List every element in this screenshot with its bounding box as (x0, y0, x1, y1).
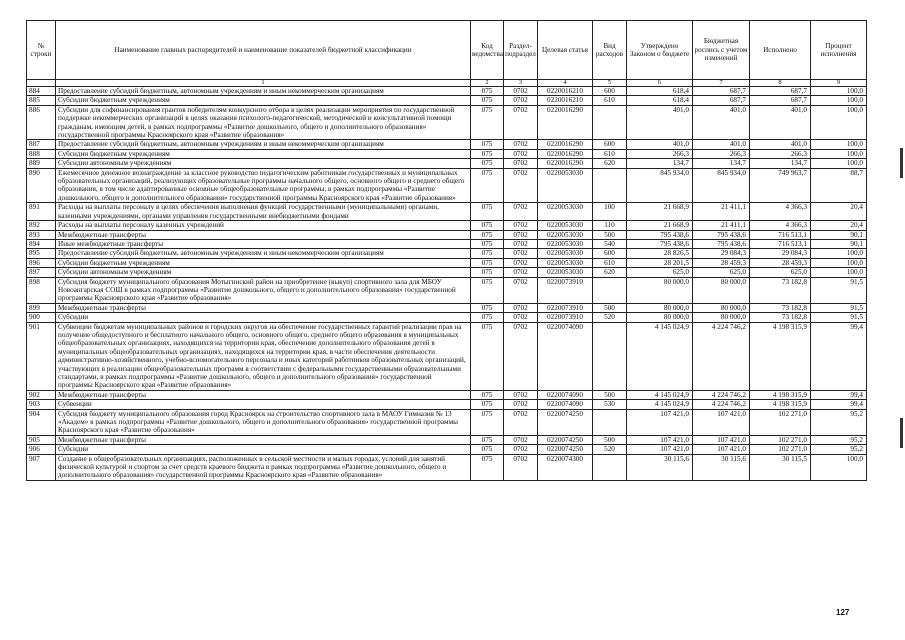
target-article: 0220053030 (538, 258, 593, 267)
percent-value: 99,4 (811, 400, 867, 409)
dept-code: 075 (471, 230, 504, 239)
expense-type: 110 (593, 221, 627, 230)
schedule-amount: 4 224 746,2 (693, 400, 750, 409)
approved-amount: 107 421,0 (627, 435, 693, 444)
row-name: Субсидии бюджетным учреждениям (56, 258, 471, 267)
executed-amount: 28 459,3 (750, 258, 811, 267)
target-article: 0220053030 (538, 239, 593, 248)
executed-amount: 401,0 (750, 140, 811, 149)
expense-type: 600 (593, 87, 627, 96)
expense-type: 620 (593, 268, 627, 277)
dept-code: 075 (471, 87, 504, 96)
schedule-amount: 266,3 (693, 149, 750, 158)
expense-type: 500 (593, 435, 627, 444)
dept-code: 075 (471, 390, 504, 399)
column-number: 1 (56, 80, 471, 87)
dept-code: 075 (471, 258, 504, 267)
approved-amount: 4 145 024,9 (627, 390, 693, 399)
table-body (27, 87, 867, 481)
row-number: 905 (27, 435, 56, 444)
target-article: 0220074300 (538, 454, 593, 480)
header-row (27, 21, 867, 80)
section-code: 0702 (504, 239, 538, 248)
scan-edge-mark (900, 148, 903, 178)
row-name: Субсидии (56, 445, 471, 454)
percent-value: 100,0 (811, 140, 867, 149)
expense-type: 610 (593, 258, 627, 267)
section-code: 0702 (504, 390, 538, 399)
approved-amount: 28 826,5 (627, 249, 693, 258)
row-number: 891 (27, 203, 56, 221)
table-row (27, 203, 867, 221)
target-article: 0220053030 (538, 221, 593, 230)
row-name: Субсидии (56, 313, 471, 322)
percent-value: 95,2 (811, 445, 867, 454)
schedule-amount: 4 224 746,2 (693, 322, 750, 390)
executed-amount: 4 198 315,9 (750, 322, 811, 390)
row-number: 889 (27, 159, 56, 168)
target-article: 0220073910 (538, 277, 593, 303)
target-article: 0220073910 (538, 313, 593, 322)
section-code: 0702 (504, 87, 538, 96)
table-row (27, 149, 867, 158)
schedule-amount: 687,7 (693, 96, 750, 105)
dept-code: 075 (471, 322, 504, 390)
header-schedule: Бюджетная роспись с учетом изменений (693, 21, 750, 80)
approved-amount: 4 145 024,9 (627, 400, 693, 409)
row-name: Расходы на выплаты персоналу казенных учреждений (56, 221, 471, 230)
column-number: 4 (538, 80, 593, 87)
row-number: 890 (27, 168, 56, 203)
target-article: 0220016290 (538, 159, 593, 168)
target-article: 0220016290 (538, 149, 593, 158)
expense-type: 600 (593, 249, 627, 258)
executed-amount: 625,0 (750, 268, 811, 277)
expense-type: 520 (593, 313, 627, 322)
section-code: 0702 (504, 445, 538, 454)
expense-type (593, 105, 627, 140)
schedule-amount: 401,0 (693, 105, 750, 140)
executed-amount: 73 182,8 (750, 303, 811, 312)
executed-amount: 687,7 (750, 96, 811, 105)
approved-amount: 618,4 (627, 87, 693, 96)
row-name: Иные межбюджетные трансферты (56, 239, 471, 248)
percent-value: 95,2 (811, 409, 867, 435)
schedule-amount: 80 000,0 (693, 303, 750, 312)
header-target-article: Целевая статья (538, 21, 593, 80)
approved-amount: 30 115,6 (627, 454, 693, 480)
row-number: 907 (27, 454, 56, 480)
row-number: 886 (27, 105, 56, 140)
row-number: 893 (27, 230, 56, 239)
percent-value: 100,0 (811, 454, 867, 480)
percent-value: 90,1 (811, 239, 867, 248)
dept-code: 075 (471, 249, 504, 258)
target-article: 0220073910 (538, 303, 593, 312)
executed-amount: 29 084,3 (750, 249, 811, 258)
column-number: 2 (471, 80, 504, 87)
page-number: 127 (836, 608, 850, 617)
schedule-amount: 80 000,0 (693, 277, 750, 303)
percent-value: 91,5 (811, 277, 867, 303)
dept-code: 075 (471, 400, 504, 409)
schedule-amount: 29 084,3 (693, 249, 750, 258)
table-row (27, 409, 867, 435)
dept-code: 075 (471, 159, 504, 168)
approved-amount: 795 438,6 (627, 239, 693, 248)
table-row (27, 303, 867, 312)
expense-type (593, 454, 627, 480)
column-number: 7 (693, 80, 750, 87)
column-number-row (27, 80, 867, 87)
approved-amount: 266,3 (627, 149, 693, 158)
approved-amount: 795 438,6 (627, 230, 693, 239)
table-row (27, 230, 867, 239)
section-code: 0702 (504, 454, 538, 480)
section-code: 0702 (504, 203, 538, 221)
approved-amount: 80 000,0 (627, 277, 693, 303)
section-code: 0702 (504, 230, 538, 239)
schedule-amount: 134,7 (693, 159, 750, 168)
executed-amount: 73 182,8 (750, 313, 811, 322)
approved-amount: 21 668,9 (627, 221, 693, 230)
row-number: 888 (27, 149, 56, 158)
row-number: 885 (27, 96, 56, 105)
row-number: 884 (27, 87, 56, 96)
row-number: 887 (27, 140, 56, 149)
target-article: 0220016290 (538, 140, 593, 149)
row-name: Межбюджетные трансферты (56, 230, 471, 239)
header-approved: Утверждено Законом о бюджете (627, 21, 693, 80)
percent-value: 100,0 (811, 268, 867, 277)
table-row (27, 87, 867, 96)
expense-type: 100 (593, 203, 627, 221)
expense-type (593, 168, 627, 203)
approved-amount: 80 000,0 (627, 313, 693, 322)
section-code: 0702 (504, 400, 538, 409)
section-code: 0702 (504, 277, 538, 303)
dept-code: 075 (471, 277, 504, 303)
executed-amount: 4 366,3 (750, 221, 811, 230)
scan-edge-mark (900, 418, 903, 448)
expense-type: 500 (593, 303, 627, 312)
row-number: 901 (27, 322, 56, 390)
target-article: 0220074090 (538, 322, 593, 390)
row-number: 896 (27, 258, 56, 267)
dept-code: 075 (471, 239, 504, 248)
target-article: 0220074090 (538, 390, 593, 399)
column-number: 6 (627, 80, 693, 87)
row-name: Субсидии для софинансирования грантов победителям конкурсного отбора в целях реализации мероприятия по государственной поддержке некоммерческих организаций в целях оказания психолого-педагогической, методической и консультативной помощи гражданам, имеющим детей, в рамках подпрограммы «Развитие дошкольного, общего и дополнительного образования» государственной программы Красноярского края «Развитие образования» (56, 105, 471, 140)
section-code: 0702 (504, 105, 538, 140)
table-row (27, 390, 867, 399)
row-name: Межбюджетные трансферты (56, 390, 471, 399)
row-number: 902 (27, 390, 56, 399)
percent-value: 99,4 (811, 322, 867, 390)
dept-code: 075 (471, 435, 504, 444)
percent-value: 100,0 (811, 149, 867, 158)
header-row-number: № строки (27, 21, 56, 80)
row-number: 899 (27, 303, 56, 312)
percent-value: 20,4 (811, 203, 867, 221)
row-name: Субсидия бюджету муниципального образования Мотыгинский район на приобретение (выкуп) спортивного зала для МБОУ Новоангарская СОШ в рамках подпрограммы «Развитие дошкольного, общего и дополнительного образования» государственной программы Красноярского края «Развитие образования» (56, 277, 471, 303)
row-number: 904 (27, 409, 56, 435)
schedule-amount: 107 421,0 (693, 409, 750, 435)
dept-code: 075 (471, 454, 504, 480)
approved-amount: 134,7 (627, 159, 693, 168)
row-number: 897 (27, 268, 56, 277)
header-section: Раздел-подраздел (504, 21, 538, 80)
approved-amount: 845 934,0 (627, 168, 693, 203)
section-code: 0702 (504, 168, 538, 203)
approved-amount: 21 668,9 (627, 203, 693, 221)
approved-amount: 107 421,0 (627, 409, 693, 435)
row-number: 895 (27, 249, 56, 258)
percent-value: 88,7 (811, 168, 867, 203)
expense-type: 530 (593, 400, 627, 409)
row-number: 898 (27, 277, 56, 303)
target-article: 0220016290 (538, 105, 593, 140)
target-article: 0220074090 (538, 400, 593, 409)
dept-code: 075 (471, 313, 504, 322)
executed-amount: 266,3 (750, 149, 811, 158)
table-row (27, 96, 867, 105)
header-expense-type: Вид расходов (593, 21, 627, 80)
executed-amount: 102 271,0 (750, 445, 811, 454)
dept-code: 075 (471, 203, 504, 221)
percent-value: 20,4 (811, 221, 867, 230)
schedule-amount: 21 411,1 (693, 203, 750, 221)
schedule-amount: 28 459,3 (693, 258, 750, 267)
table-row (27, 221, 867, 230)
executed-amount: 687,7 (750, 87, 811, 96)
column-number (27, 80, 56, 87)
row-name: Предоставление субсидий бюджетным, автономным учреждениям и иным некоммерческим организациям (56, 87, 471, 96)
approved-amount: 625,0 (627, 268, 693, 277)
target-article: 0220074250 (538, 409, 593, 435)
executed-amount: 4 198 315,9 (750, 400, 811, 409)
table-row (27, 435, 867, 444)
row-name: Межбюджетные трансферты (56, 303, 471, 312)
target-article: 0220053030 (538, 268, 593, 277)
table-row (27, 277, 867, 303)
dept-code: 075 (471, 168, 504, 203)
row-name: Субсидии бюджетным учреждениям (56, 96, 471, 105)
percent-value: 100,0 (811, 258, 867, 267)
approved-amount: 4 145 024,9 (627, 322, 693, 390)
percent-value: 100,0 (811, 96, 867, 105)
table-row (27, 140, 867, 149)
row-number: 900 (27, 313, 56, 322)
target-article: 0220074250 (538, 445, 593, 454)
schedule-amount: 845 934,0 (693, 168, 750, 203)
executed-amount: 749 963,7 (750, 168, 811, 203)
section-code: 0702 (504, 268, 538, 277)
target-article: 0220016210 (538, 87, 593, 96)
target-article: 0220053030 (538, 168, 593, 203)
table-row (27, 249, 867, 258)
executed-amount: 401,0 (750, 105, 811, 140)
executed-amount: 4 366,3 (750, 203, 811, 221)
section-code: 0702 (504, 249, 538, 258)
row-name: Предоставление субсидий бюджетным, автономным учреждениям и иным некоммерческим организациям (56, 249, 471, 258)
row-name: Субсидии автономным учреждениям (56, 159, 471, 168)
approved-amount: 401,0 (627, 105, 693, 140)
section-code: 0702 (504, 313, 538, 322)
executed-amount: 102 271,0 (750, 435, 811, 444)
schedule-amount: 107 421,0 (693, 445, 750, 454)
expense-type: 600 (593, 140, 627, 149)
expense-type (593, 277, 627, 303)
target-article: 0220053030 (538, 249, 593, 258)
approved-amount: 80 000,0 (627, 303, 693, 312)
row-number: 906 (27, 445, 56, 454)
dept-code: 075 (471, 303, 504, 312)
table-row (27, 322, 867, 390)
section-code: 0702 (504, 322, 538, 390)
row-name: Субсидии автономным учреждениям (56, 268, 471, 277)
percent-value: 90,1 (811, 230, 867, 239)
schedule-amount: 80 000,0 (693, 313, 750, 322)
column-number: 8 (750, 80, 811, 87)
row-name: Расходы на выплаты персоналу в целях обеспечения выполнения функций государственными (муниципальными) органами, казенными учреждениями, органами управления государственными внебюджетными фондами (56, 203, 471, 221)
dept-code: 075 (471, 409, 504, 435)
executed-amount: 4 198 315,9 (750, 390, 811, 399)
executed-amount: 73 182,8 (750, 277, 811, 303)
row-name: Создание в общеобразовательных организациях, расположенных в сельской местности и малых городах, условий для занятий физической культурой и спортом за счет средств краевого бюджета в рамках подпрограммы «Развитие дошкольного, общего и дополнительного образования» государственной программы Красноярского края «Развитие образования» (56, 454, 471, 480)
expense-type: 500 (593, 390, 627, 399)
dept-code: 075 (471, 268, 504, 277)
executed-amount: 716 513,1 (750, 230, 811, 239)
approved-amount: 107 421,0 (627, 445, 693, 454)
row-name: Субвенции бюджетам муниципальных районов и городских округов на обеспечение государственных гарантий реализации прав на получение общедоступного и бесплатного начального общего, основного общего, среднего общего образования в муниципальных общеобразовательных организациях, находящихся на территории края, обеспечение дополнительного образования детей в муниципальных общеобразовательных организациях, находящихся на территории края, в части обеспечения деятельности административно-хозяйственного, учебно-вспомогательного персонала и иных категорий работников образовательных организаций, участвующих в реализации общеобразовательных программ в соответствии с федеральными государственными образовательными стандартами, в рамках подпрограммы «Развитие дошкольного, общего и дополнительного образования» государственной программы Красноярского края «Развитие образования» (56, 322, 471, 390)
column-number: 5 (593, 80, 627, 87)
budget-table (26, 20, 867, 481)
schedule-amount: 4 224 746,2 (693, 390, 750, 399)
expense-type: 540 (593, 239, 627, 248)
table-row (27, 168, 867, 203)
table-row (27, 258, 867, 267)
table-row (27, 105, 867, 140)
row-name: Субсидия бюджету муниципального образования город Красноярск на строительство спортивного зала в МАОУ Гимназия № 13 «Академ» в рамках подпрограммы «Развитие дошкольного, общего и дополнительного образования» государственной программы Красноярского края «Развитие образования» (56, 409, 471, 435)
column-number: 9 (811, 80, 867, 87)
percent-value: 91,5 (811, 313, 867, 322)
row-name: Межбюджетные трансферты (56, 435, 471, 444)
table-row (27, 445, 867, 454)
schedule-amount: 625,0 (693, 268, 750, 277)
dept-code: 075 (471, 105, 504, 140)
table-row (27, 268, 867, 277)
expense-type: 610 (593, 149, 627, 158)
executed-amount: 134,7 (750, 159, 811, 168)
row-name: Ежемесячное денежное вознаграждение за классное руководство педагогическим работникам государственных и муниципальных образовательных организаций, реализующих образовательные программы начального общего, основного общего и среднего общего образования, в том числе адаптированные основные общеобразовательные программы, в рамках подпрограммы «Развитие дошкольного, общего и дополнительного образования» государственной программы Красноярского края «Развитие образования» (56, 168, 471, 203)
dept-code: 075 (471, 96, 504, 105)
expense-type: 500 (593, 230, 627, 239)
table-row (27, 239, 867, 248)
section-code: 0702 (504, 96, 538, 105)
section-code: 0702 (504, 149, 538, 158)
expense-type: 520 (593, 445, 627, 454)
percent-value: 99,4 (811, 390, 867, 399)
target-article: 0220053030 (538, 203, 593, 221)
row-number: 894 (27, 239, 56, 248)
table-row (27, 400, 867, 409)
section-code: 0702 (504, 221, 538, 230)
dept-code: 075 (471, 149, 504, 158)
target-article: 0220074250 (538, 435, 593, 444)
schedule-amount: 30 115,6 (693, 454, 750, 480)
schedule-amount: 795 438,6 (693, 230, 750, 239)
schedule-amount: 21 411,1 (693, 221, 750, 230)
executed-amount: 30 115,5 (750, 454, 811, 480)
header-name: Наименование главных распорядителей и наименование показателей бюджетной классификации (56, 21, 471, 80)
percent-value: 95,2 (811, 435, 867, 444)
schedule-amount: 795 438,6 (693, 239, 750, 248)
row-name: Субвенции (56, 400, 471, 409)
dept-code: 075 (471, 140, 504, 149)
dept-code: 075 (471, 221, 504, 230)
percent-value: 100,0 (811, 249, 867, 258)
target-article: 0220016210 (538, 96, 593, 105)
percent-value: 100,0 (811, 87, 867, 96)
schedule-amount: 687,7 (693, 87, 750, 96)
percent-value: 91,5 (811, 303, 867, 312)
schedule-amount: 401,0 (693, 140, 750, 149)
section-code: 0702 (504, 303, 538, 312)
executed-amount: 716 513,1 (750, 239, 811, 248)
section-code: 0702 (504, 159, 538, 168)
table-row (27, 313, 867, 322)
section-code: 0702 (504, 435, 538, 444)
section-code: 0702 (504, 409, 538, 435)
table-row (27, 454, 867, 480)
header-dept-code: Код ведомства (471, 21, 504, 80)
approved-amount: 28 201,5 (627, 258, 693, 267)
schedule-amount: 107 421,0 (693, 435, 750, 444)
header-executed: Исполнено (750, 21, 811, 80)
percent-value: 100,0 (811, 105, 867, 140)
approved-amount: 618,4 (627, 96, 693, 105)
target-article: 0220053030 (538, 230, 593, 239)
header-percent: Процент исполнения (811, 21, 867, 80)
approved-amount: 401,0 (627, 140, 693, 149)
expense-type: 620 (593, 159, 627, 168)
percent-value: 100,0 (811, 159, 867, 168)
column-number: 3 (504, 80, 538, 87)
row-number: 903 (27, 400, 56, 409)
dept-code: 075 (471, 445, 504, 454)
expense-type (593, 322, 627, 390)
section-code: 0702 (504, 140, 538, 149)
section-code: 0702 (504, 258, 538, 267)
row-name: Субсидии бюджетным учреждениям (56, 149, 471, 158)
table-row (27, 159, 867, 168)
executed-amount: 102 271,0 (750, 409, 811, 435)
row-name: Предоставление субсидий бюджетным, автономным учреждениям и иным некоммерческим организациям (56, 140, 471, 149)
row-number: 892 (27, 221, 56, 230)
expense-type (593, 409, 627, 435)
expense-type: 610 (593, 96, 627, 105)
